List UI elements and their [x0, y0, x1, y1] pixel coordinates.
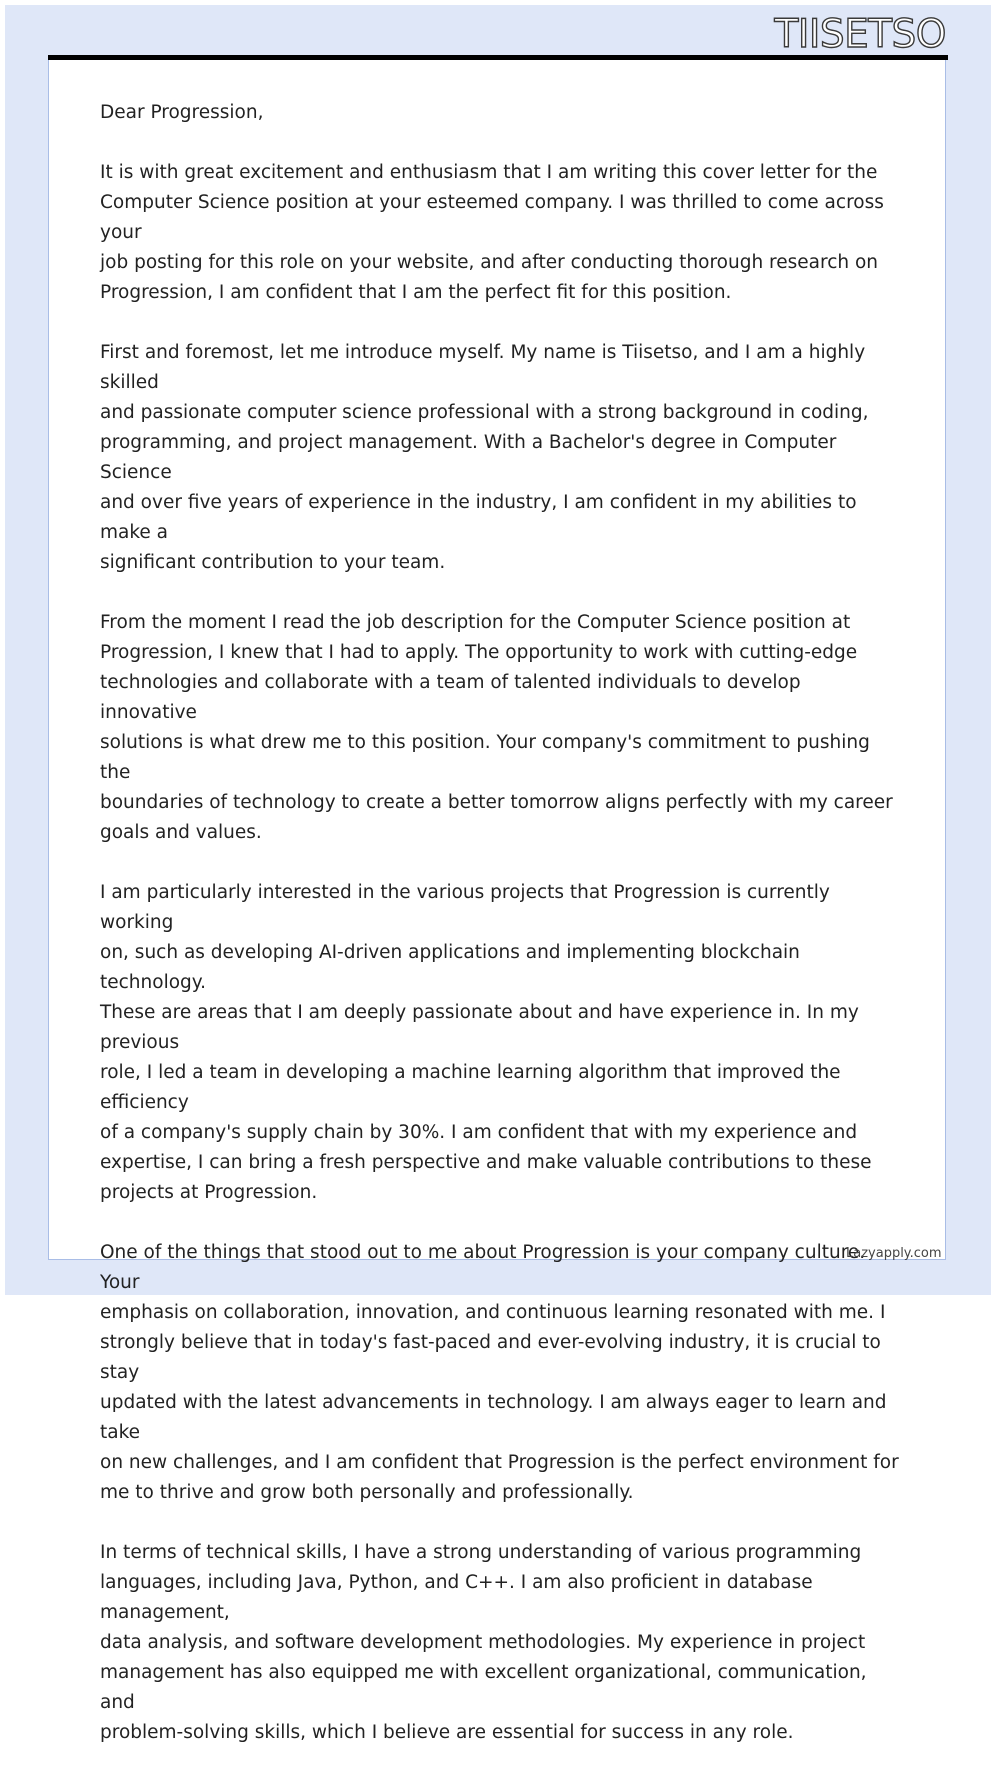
- paragraph-1: It is with great excitement and enthusiasm that I am writing this cover letter for the Computer Science position at your esteemed company. I was thrilled to come across your job posting for this role on your website, and after conducting thorough research on Progression, I am confident that I am the perfect fit for this position.: [100, 162, 884, 303]
- watermark-link[interactable]: Lazyapply.com: [846, 1246, 942, 1261]
- paragraph-2: First and foremost, let me introduce myself. My name is Tiisetso, and I am a highly skilled and passionate computer science professional with a strong background in coding, programming, and project management. With a Bachelor's degree in Computer Science and over five years of experience in the industry, I am confident in my abilities to make a significant contribution to your team.: [100, 342, 869, 573]
- paragraph-5: One of the things that stood out to me about Progression is your company culture. Your emphasis on collaboration, innovation, and continuous learning resonated with me. I strongly believe that in today's fast-paced and ever-evolving industry, it is crucial to stay updated with the latest advancements in technology. I am always eager to learn and take on new challenges, and I am confident that Progression is the perfect environment for me to thrive and grow both personally and professionally.: [100, 1242, 899, 1503]
- salutation: Dear Progression,: [100, 102, 264, 123]
- paragraph-6: In terms of technical skills, I have a strong understanding of various programming languages, including Java, Python, and C++. I am also proficient in database management, data analysis, and software development methodologies. My experience in project management has also equipped me with excellent organizational, communication, and problem-solving skills, which I believe are essential for success in any role.: [100, 1542, 867, 1743]
- paragraph-3: From the moment I read the job description for the Computer Science position at Progression, I knew that I had to apply. The opportunity to work with cutting-edge technologies and collaborate with a team of talented individuals to develop innovative solutions is what drew me to this position. Your company's commitment to pushing the boundaries of technology to create a better tomorrow aligns perfectly with my career goals and values.: [100, 612, 893, 843]
- paragraph-4: I am particularly interested in the various projects that Progression is currently working on, such as developing AI-driven applications and implementing blockchain technology. These are areas that I am deeply passionate about and have experience in. In my previous role, I led a team in developing a machine learning algorithm that improved the efficiency of a company's supply chain by 30%. I am confident that with my experience and expertise, I can bring a fresh perspective and make valuable contributions to these projects at Progression.: [100, 882, 872, 1203]
- brand-name: TIISETSO: [774, 12, 946, 57]
- cover-letter-body: [100, 98, 900, 1778]
